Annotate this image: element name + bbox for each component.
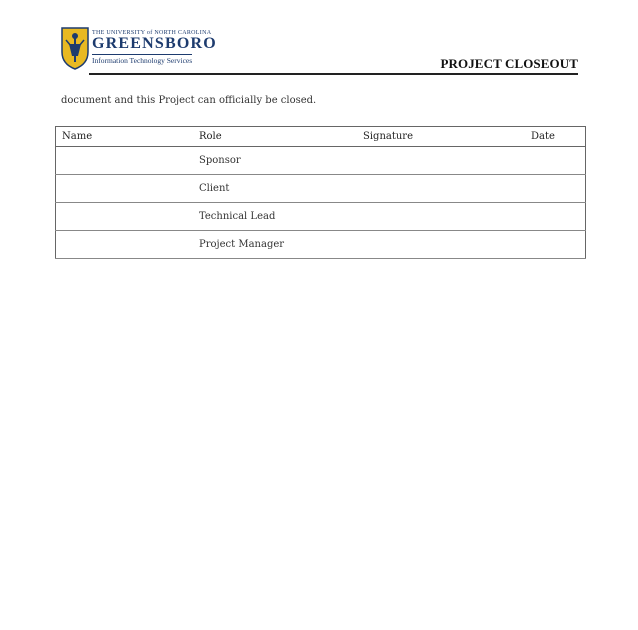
shield-icon: [60, 26, 90, 70]
table-row: [56, 175, 586, 203]
column-header-signature: Signature: [357, 127, 525, 147]
date-cell[interactable]: [525, 231, 586, 259]
signature-cell[interactable]: [357, 175, 525, 203]
column-header-name: Name: [56, 127, 194, 147]
uncg-its-logo: [60, 26, 217, 72]
name-cell[interactable]: [56, 203, 194, 231]
date-cell[interactable]: [525, 147, 586, 175]
page-title: PROJECT CLOSEOUT: [440, 56, 578, 71]
header-divider: [89, 73, 578, 75]
role-cell: Project Manager: [193, 231, 357, 259]
role-cell: Technical Lead: [193, 203, 357, 231]
signature-cell[interactable]: [357, 203, 525, 231]
table-row: [56, 147, 586, 175]
intro-paragraph: document and this Project can officially be closed.: [61, 95, 317, 106]
table-row: [56, 231, 586, 259]
name-cell[interactable]: [56, 231, 194, 259]
date-cell[interactable]: [525, 203, 586, 231]
column-header-date: Date: [525, 127, 586, 147]
signature-cell[interactable]: [357, 231, 525, 259]
column-header-role: Role: [193, 127, 357, 147]
role-cell: Sponsor: [193, 147, 357, 175]
signoff-table: [55, 126, 586, 259]
name-cell[interactable]: [56, 147, 194, 175]
logo-wordmark: GREENSBORO: [92, 35, 217, 52]
logo-top-line: THE UNIVERSITY of NORTH CAROLINA: [92, 30, 212, 36]
table-header-row: [56, 127, 586, 147]
date-cell[interactable]: [525, 175, 586, 203]
logo-divider: [92, 54, 192, 55]
logo-subtitle: Information Technology Services: [92, 56, 193, 65]
role-cell: Client: [193, 175, 357, 203]
table-row: [56, 203, 586, 231]
name-cell[interactable]: [56, 175, 194, 203]
signature-cell[interactable]: [357, 147, 525, 175]
